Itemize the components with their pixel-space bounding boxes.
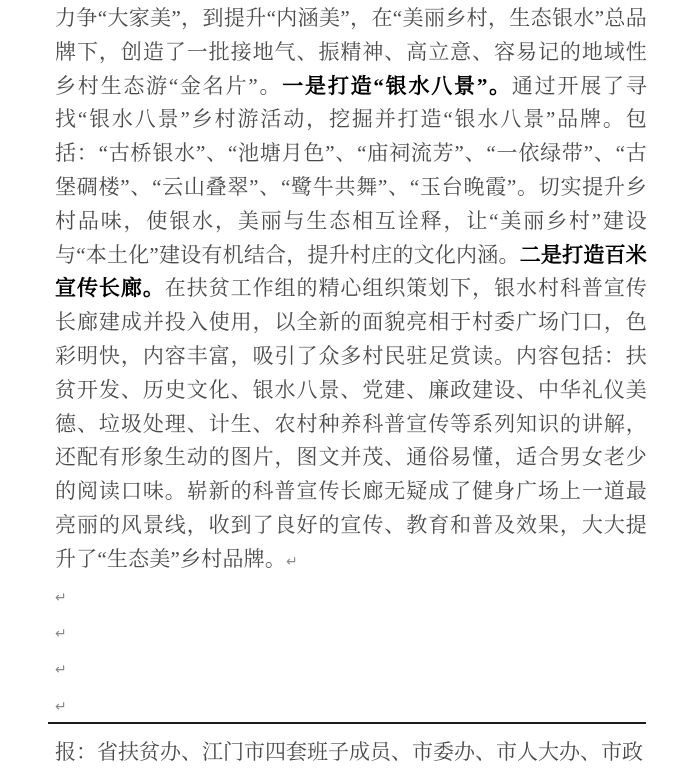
paragraph-mark-icon: ↵ [55,589,67,606]
empty-paragraph [55,689,647,725]
empty-paragraph [55,652,647,688]
body-run-bold: 二是打造百米宣传长廊。 [55,242,648,301]
body-run-bold: 一是打造“银水八景”。 [282,73,512,98]
body-run: 在扶贫工作组的精心组织策划下，银水村科普宣传长廊建成并投入使用，以全新的面貌亮相于村委广场门口，色彩明快，内容丰富，吸引了众多村民驻足赏读。内容包括：扶贫开发、历史文化、银水八景、党建、廉政建设、中华礼仪美德、垃圾处理、计生、农村种养科普宣传等系列知识的讲解，还配有形象生动的图片，图文并茂、通俗易懂，适合男女老少的阅读口味。崭新的科普宣传长廊无疑成了健身广场上一道最亮丽的风景线，收到了良好的宣传、教育和普及效果，大大提升了“生态美”乡村品牌。 [55,276,648,571]
distribution-line [55,736,647,769]
paragraph-mark-icon: ↵ [55,662,67,679]
body-paragraph [55,2,647,580]
body-run: 力争“大家美”，到提升“内涵美”，在“美丽乡村，生态银水”总品牌下，创造了一批接地气、振精神、高立意、容易记的地域性乡村生态游“金名片”。 [55,6,647,98]
body-run: 通过开展了寻找“银水八景”乡村游活动，挖掘并打造“银水八景”品牌。包括：“古桥银水”、“池塘月色”、“庙祠流芳”、“一依绿带”、“古堡碉楼”、“云山叠翠”、“鹭牛共舞”、“玉台晚霞”。切实提升乡村品味，使银水，美丽与生态相互诠释，让“美丽乡村”建设与“本土化”建设有机结合，提升村庄的文化内涵。 [55,73,648,267]
paragraph-mark-icon: ↵ [286,553,298,570]
footnote-divider [48,722,646,724]
empty-paragraph [55,616,647,652]
document-content [55,2,647,725]
empty-paragraph [55,580,647,616]
distribution-text: 报：省扶贫办、江门市四套班子成员、市委办、市人大办、市政 [55,740,643,764]
paragraph-mark-icon: ↵ [55,625,67,642]
paragraph-mark-icon: ↵ [55,698,67,715]
